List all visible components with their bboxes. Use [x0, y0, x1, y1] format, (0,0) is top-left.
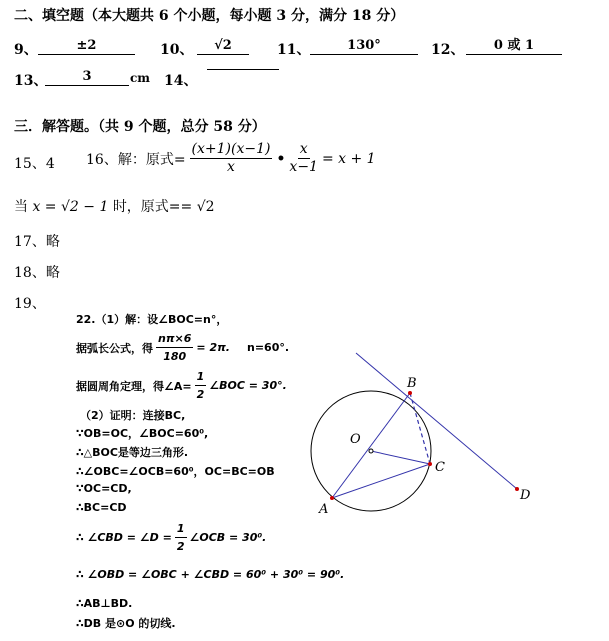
q16-dot: •	[276, 150, 286, 167]
blank-12-answer: 0 或 1	[466, 38, 562, 55]
sol-l2-tail: n=60°.	[247, 341, 290, 354]
q16-x-value: x = √2 − 1	[32, 199, 109, 215]
sol-l2-fraction	[156, 330, 193, 365]
q16-prefix: 16、解：原式=	[86, 151, 186, 168]
solution-line-2	[76, 330, 289, 365]
sol-l3-denominator: 2	[196, 388, 205, 401]
blank-13-number: 13、	[14, 73, 48, 89]
q19-label: 19、	[14, 296, 46, 312]
solution-line-10	[76, 520, 266, 555]
sol-l2-numerator: nπ×6	[156, 330, 193, 348]
q16-when: 当	[14, 199, 28, 215]
blank-13-answer: 3	[45, 69, 129, 86]
sol-l3-prefix: 据圆周角定理，得∠A=	[76, 379, 192, 393]
solution-line-13: ∴DB 是⊙O 的切线.	[76, 617, 176, 630]
solution-line-5: ∵OB=OC，∠BOC=60⁰,	[76, 427, 209, 440]
q18-answer: 18、略	[14, 265, 60, 281]
point-o	[369, 449, 373, 453]
point-b	[408, 391, 412, 395]
blank-10-answer: √2	[197, 38, 249, 55]
solution-line-8: ∵OC=CD,	[76, 482, 132, 495]
sol-l2-prefix: 据弧长公式，得	[76, 341, 153, 355]
sol-l3-numerator: 1	[195, 368, 207, 386]
blank-10-number: 10、	[160, 42, 194, 58]
q16-fraction-1	[190, 141, 273, 176]
q16-frac2-denominator: x−1	[289, 159, 318, 175]
solution-line-11: ∴ ∠OBD = ∠OBC + ∠CBD = 60⁰ + 30⁰ = 90⁰.	[76, 568, 345, 581]
geometry-figure	[300, 345, 540, 520]
label-b: B	[407, 376, 417, 391]
q16-frac1-numerator: (x+1)(x−1)	[191, 141, 271, 157]
segment-oc	[371, 451, 430, 464]
blank-11-number: 11、	[277, 42, 311, 58]
blank-12-number: 12、	[431, 42, 465, 58]
sol-l3-fraction	[195, 368, 207, 403]
q16-frac1-denominator: x	[227, 159, 235, 175]
solution-line-3	[76, 368, 287, 403]
sol-l10-tail: ∠OCB = 30⁰.	[189, 531, 267, 544]
solution-line-4: （2）证明：连接BC,	[80, 409, 186, 422]
q16-when-tail: 时，原式==	[112, 199, 193, 215]
section2-title: 二、填空题（本大题共 6 个小题，每小题 3 分，满分 18 分）	[14, 8, 405, 24]
q16-expression	[86, 141, 376, 176]
blank-14-number: 14、	[164, 73, 198, 89]
segment-ac	[332, 464, 430, 498]
blank-11-answer: 130°	[310, 38, 418, 55]
sol-l10-numerator: 1	[175, 520, 187, 538]
sol-l10-fraction	[175, 520, 187, 555]
segment-ab	[332, 393, 410, 498]
point-d	[515, 487, 519, 491]
blank-9-answer: ±2	[38, 38, 135, 55]
solution-line-9: ∴BC=CD	[76, 501, 127, 514]
sol-l2-mid: = 2π.	[196, 341, 230, 354]
q16-substitution	[14, 196, 215, 216]
solution-line-1: 22.（1）解：设∠BOC=n°，	[76, 313, 228, 326]
blank-9-number: 9、	[14, 42, 38, 58]
label-a: A	[319, 502, 329, 517]
section3-title: 三．解答题。（共 9 个题，总分 58 分）	[14, 119, 266, 135]
blank-13-unit: cm	[130, 71, 151, 85]
label-d: D	[520, 488, 531, 503]
label-c: C	[435, 460, 445, 475]
sol-l10-prefix: ∴ ∠CBD = ∠D =	[76, 531, 172, 544]
point-a	[330, 496, 334, 500]
sol-l2-denominator: 180	[163, 350, 187, 363]
sol-l10-denominator: 2	[176, 540, 185, 553]
blank-14-answer	[207, 69, 279, 70]
point-c	[428, 462, 432, 466]
solution-line-7: ∴∠OBC=∠OCB=60⁰，OC=BC=OB	[76, 465, 275, 478]
label-o: O	[350, 432, 361, 447]
q16-frac2-numerator: x	[299, 141, 308, 157]
q16-result: = x + 1	[321, 150, 376, 167]
solution-line-12: ∴AB⊥BD.	[76, 597, 133, 610]
sol-l3-tail: ∠BOC = 30°.	[209, 379, 287, 392]
q17-answer: 17、略	[14, 234, 60, 250]
q16-fraction-2	[289, 141, 318, 176]
q16-final-value: √2	[196, 199, 215, 215]
q15-answer: 15、4	[14, 156, 55, 172]
solution-line-6: ∴△BOC是等边三角形.	[76, 446, 189, 459]
